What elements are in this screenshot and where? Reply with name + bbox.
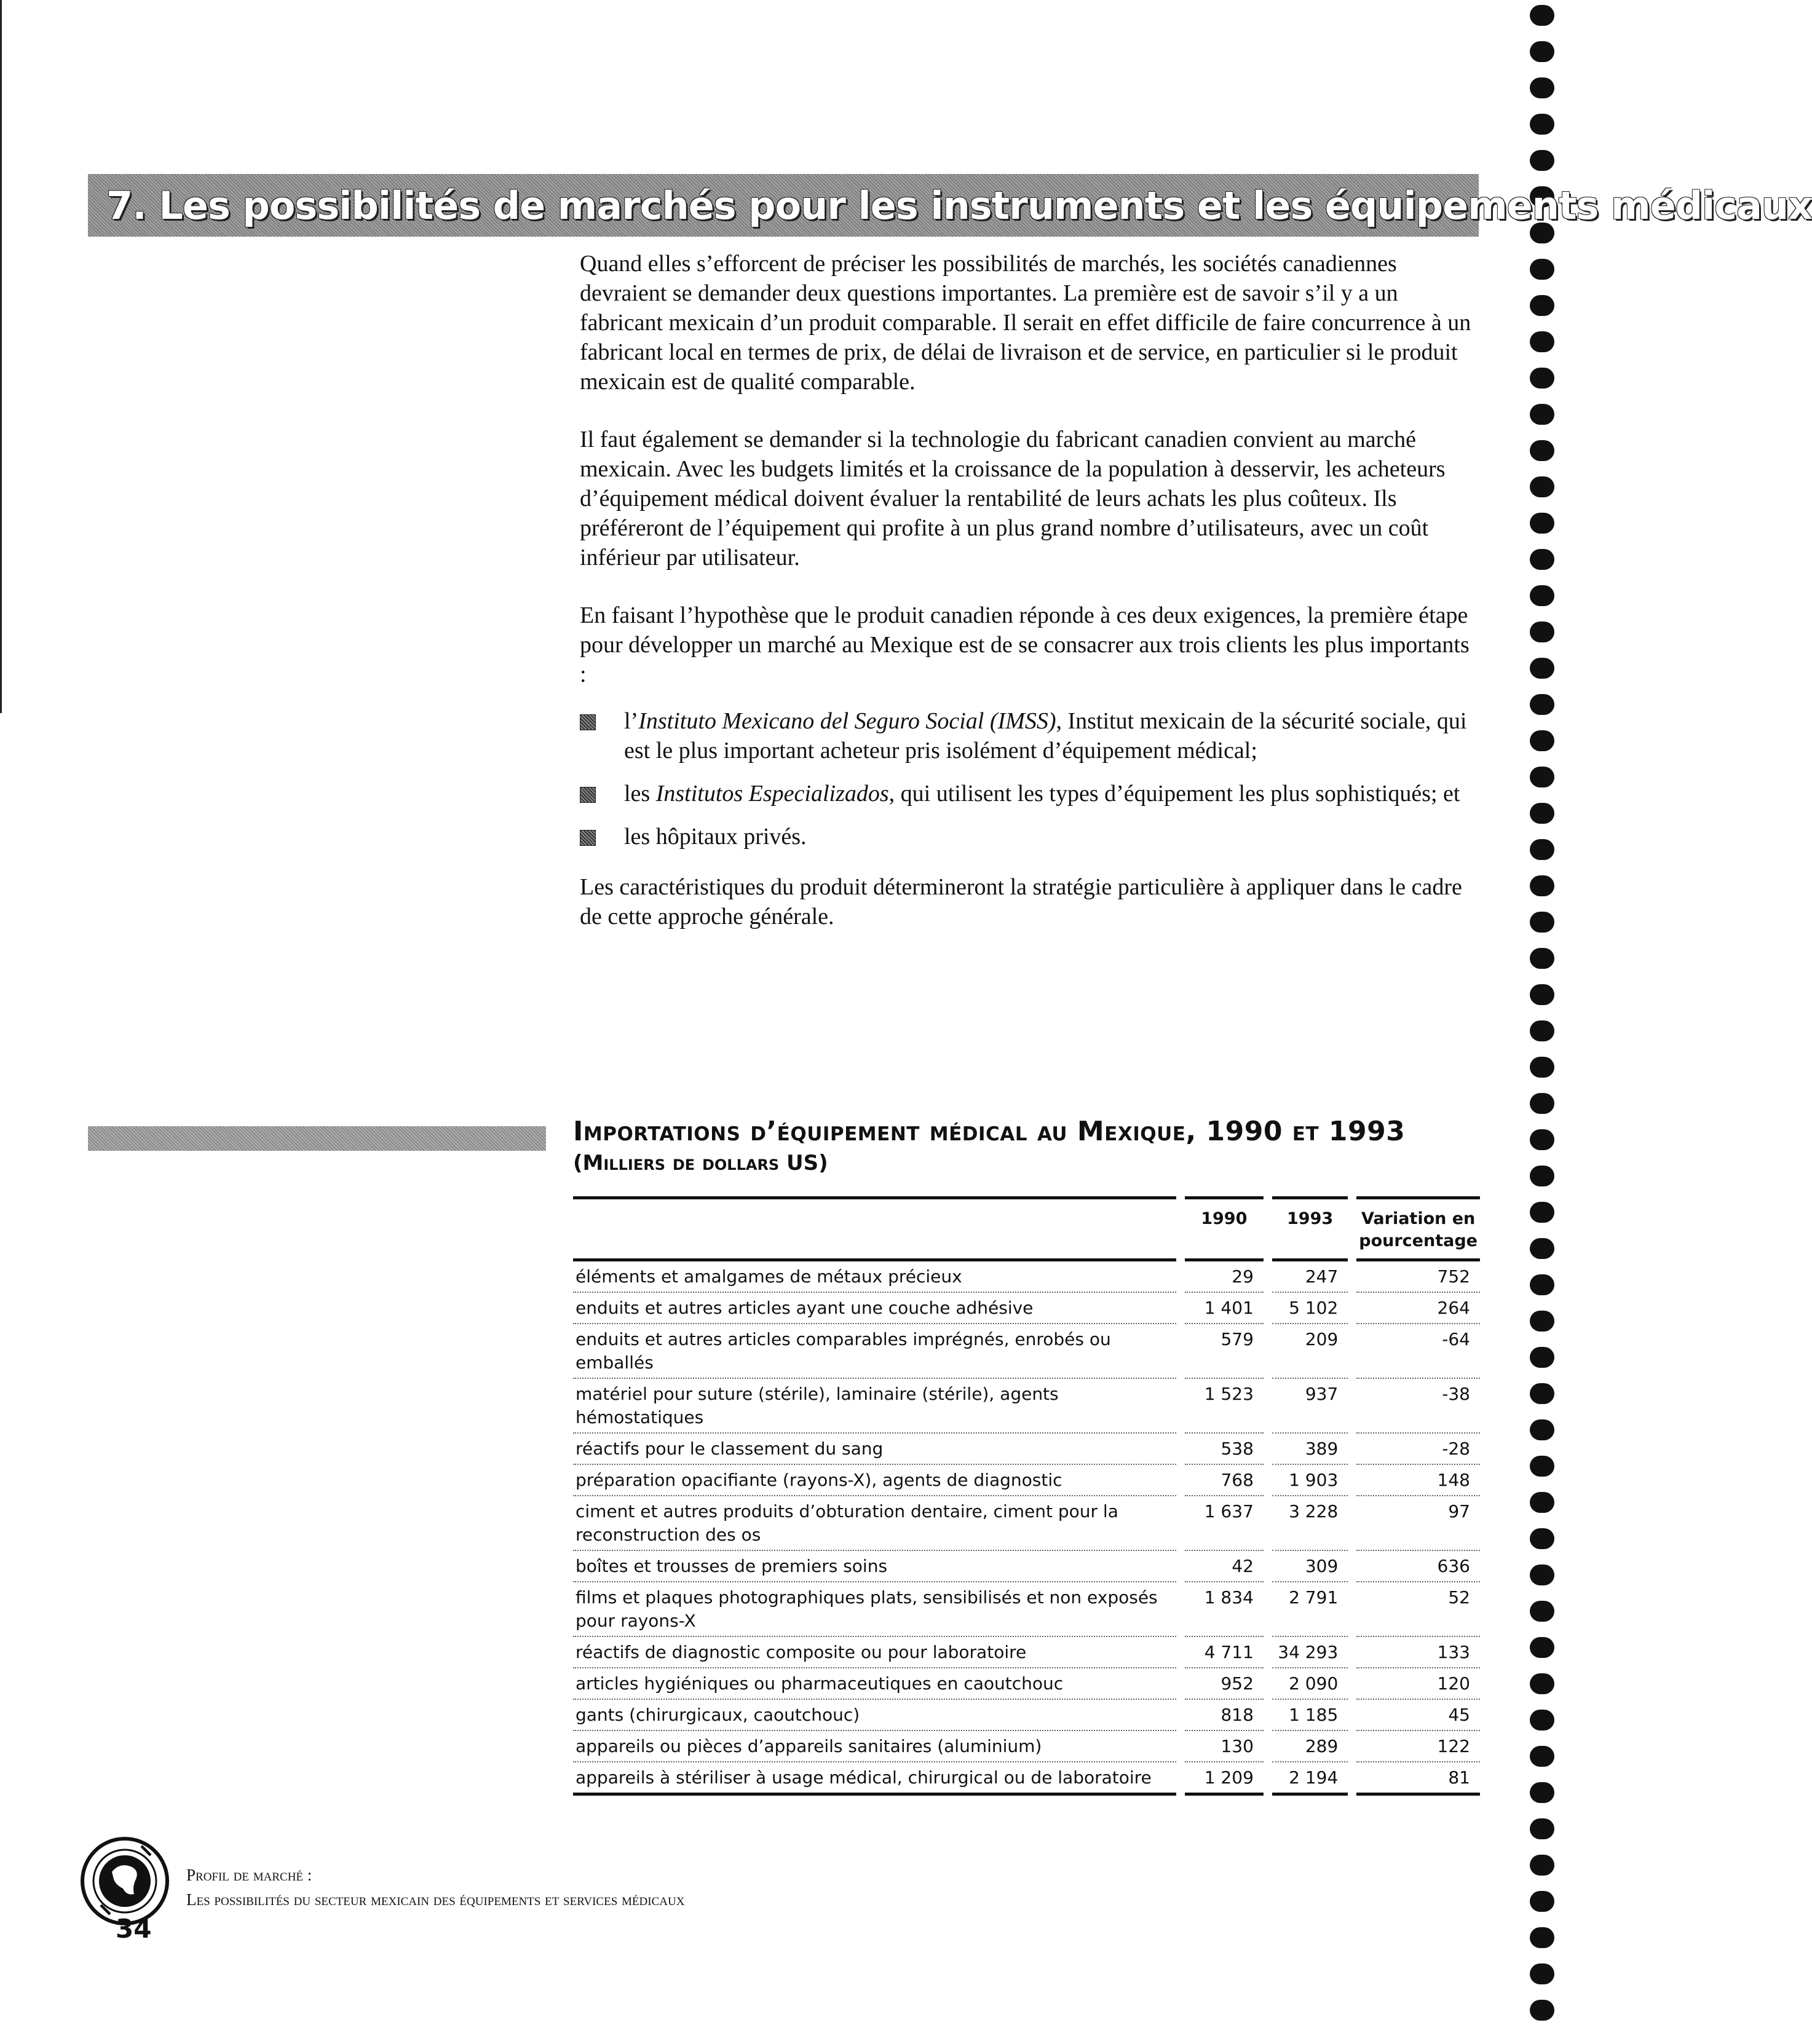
table-row xyxy=(573,1464,1480,1495)
binding-hole-icon xyxy=(1530,1347,1554,1368)
page-edge-rule xyxy=(0,0,2,713)
table-row xyxy=(573,1636,1480,1667)
cell-item: ciment et autres produits d’obturation dentaire, ciment pour la reconstruction des os xyxy=(573,1495,1176,1550)
cell-1990: 1 834 xyxy=(1185,1581,1264,1636)
cell-variation: 81 xyxy=(1356,1761,1480,1796)
list-item xyxy=(580,779,1478,808)
cell-item: gants (chirurgicaux, caoutchouc) xyxy=(573,1699,1176,1730)
cell-1993: 209 xyxy=(1272,1323,1348,1378)
binding-hole-icon xyxy=(1530,549,1554,570)
bullet-post: , qui utilisent les types d’équipement les plus sophistiqués; et xyxy=(888,781,1460,807)
binding-hole-icon xyxy=(1530,1274,1554,1295)
table-header-row xyxy=(573,1196,1480,1258)
binding-hole-icon xyxy=(1530,585,1554,606)
binding-hole-icon xyxy=(1530,1166,1554,1186)
binding-hole-icon xyxy=(1530,513,1554,534)
cell-variation: -38 xyxy=(1356,1378,1480,1432)
column-header-item xyxy=(573,1196,1176,1258)
cell-item: articles hygiéniques ou pharmaceutiques en caoutchouc xyxy=(573,1667,1176,1699)
binding-hole-icon xyxy=(1530,1419,1554,1440)
cell-1990: 29 xyxy=(1185,1258,1264,1292)
binding-hole-icon xyxy=(1530,368,1554,389)
binding-hole-icon xyxy=(1530,1528,1554,1549)
cell-1993: 247 xyxy=(1272,1258,1348,1292)
cell-1993: 289 xyxy=(1272,1730,1348,1761)
cell-1990: 579 xyxy=(1185,1323,1264,1378)
square-bullet-icon xyxy=(580,714,596,730)
table-body xyxy=(573,1258,1480,1796)
body-text xyxy=(580,249,1478,960)
table-row xyxy=(573,1699,1480,1730)
binding-hole-icon xyxy=(1530,1782,1554,1803)
cell-item: préparation opacifiante (rayons-X), agents de diagnostic xyxy=(573,1464,1176,1495)
footer-profile-label: Profil de marché : xyxy=(186,1866,312,1884)
binding-hole-icon xyxy=(1530,1601,1554,1622)
cell-1993: 2 090 xyxy=(1272,1667,1348,1699)
list-item xyxy=(580,822,1478,851)
binding-hole-icon xyxy=(1530,1855,1554,1876)
binding-hole-icon xyxy=(1530,730,1554,751)
cell-variation: -64 xyxy=(1356,1323,1480,1378)
cell-variation: 122 xyxy=(1356,1730,1480,1761)
binding-hole-icon xyxy=(1530,476,1554,497)
cell-variation: 97 xyxy=(1356,1495,1480,1550)
binding-hole-icon xyxy=(1530,150,1554,171)
footer-publication-title: Les possibilités du secteur mexicain des équipements et services médicaux xyxy=(186,1890,685,1909)
binding-hole-icon xyxy=(1530,404,1554,425)
table-subtitle: (Milliers de dollars US) xyxy=(573,1151,828,1175)
page-number: 34 xyxy=(116,1914,152,1944)
square-bullet-icon xyxy=(580,830,596,846)
bullet-post: , Institut mexicain de la sécurité sociale, qui est le plus important acheteur pris isolément d’équipement médical; xyxy=(624,708,1467,764)
bullet-pre: les hôpitaux privés. xyxy=(624,824,807,850)
table-row xyxy=(573,1495,1480,1550)
cell-1993: 5 102 xyxy=(1272,1292,1348,1323)
bullet-italic: Instituto Mexicano del Seguro Social (IMSS) xyxy=(638,708,1056,734)
cell-1993: 1 903 xyxy=(1272,1464,1348,1495)
cell-1990: 42 xyxy=(1185,1550,1264,1581)
binding-hole-icon xyxy=(1530,1673,1554,1694)
table-row xyxy=(573,1550,1480,1581)
cell-item: boîtes et trousses de premiers soins xyxy=(573,1550,1176,1581)
table-row xyxy=(573,1667,1480,1699)
cell-1993: 389 xyxy=(1272,1432,1348,1464)
binding-hole-icon xyxy=(1530,912,1554,933)
cell-variation: 45 xyxy=(1356,1699,1480,1730)
binding-hole-icon xyxy=(1530,1710,1554,1730)
cell-1990: 4 711 xyxy=(1185,1636,1264,1667)
column-header-variation: Variation en pourcentage xyxy=(1356,1196,1480,1258)
binding-hole-icon xyxy=(1530,1093,1554,1114)
closing-paragraph: Les caractéristiques du produit détermineront la stratégie particulière à appliquer dans le cadre de cette approche générale. xyxy=(580,874,1462,929)
binding-hole-icon xyxy=(1530,767,1554,787)
paragraph: Il faut également se demander si la technologie du fabricant canadien convient au marché mexicain. Avec les budgets limités et la croissance de la population à desservir, les acheteurs d’équipement médical doivent évaluer la rentabilité de leurs achats les plus coûteux. Ils préféreront de l’équipement qui profite à un plus grand nombre d’utilisateurs, avec un coût inférieur par utilisateur. xyxy=(580,427,1446,570)
cell-1993: 1 185 xyxy=(1272,1699,1348,1730)
binding-hole-icon xyxy=(1530,1818,1554,1839)
cell-1990: 768 xyxy=(1185,1464,1264,1495)
binding-hole-icon xyxy=(1530,948,1554,969)
binding-hole-icon xyxy=(1530,621,1554,642)
cell-1993: 34 293 xyxy=(1272,1636,1348,1667)
binding-hole-icon xyxy=(1530,694,1554,715)
imports-table-block xyxy=(573,1116,1480,1796)
binding-hole-icon xyxy=(1530,114,1554,135)
binding-hole-icon xyxy=(1530,1129,1554,1150)
binding-hole-icon xyxy=(1530,5,1554,26)
cell-1990: 818 xyxy=(1185,1699,1264,1730)
cell-variation: 52 xyxy=(1356,1581,1480,1636)
binding-hole-icon xyxy=(1530,331,1554,352)
imports-table xyxy=(564,1196,1489,1796)
binding-hole-icon xyxy=(1530,295,1554,316)
column-header-1990: 1990 xyxy=(1185,1196,1264,1258)
binding-hole-icon xyxy=(1530,984,1554,1005)
binding-hole-icon xyxy=(1530,1492,1554,1513)
cell-variation: 264 xyxy=(1356,1292,1480,1323)
table-row xyxy=(573,1432,1480,1464)
table-row xyxy=(573,1378,1480,1432)
cell-variation: 133 xyxy=(1356,1636,1480,1667)
binding-hole-icon xyxy=(1530,1311,1554,1332)
cell-item: réactifs pour le classement du sang xyxy=(573,1432,1176,1464)
cell-item: matériel pour suture (stérile), laminaire (stérile), agents hémostatiques xyxy=(573,1378,1176,1432)
table-row xyxy=(573,1761,1480,1796)
paragraph: En faisant l’hypothèse que le produit canadien réponde à ces deux exigences, la première étape pour développer un marché au Mexique est de se consacrer aux trois clients les plus importants : xyxy=(580,602,1470,687)
cell-1990: 1 401 xyxy=(1185,1292,1264,1323)
table-row xyxy=(573,1730,1480,1761)
cell-1993: 937 xyxy=(1272,1378,1348,1432)
cell-1990: 130 xyxy=(1185,1730,1264,1761)
client-list xyxy=(580,706,1478,851)
binding-hole-icon xyxy=(1530,440,1554,461)
table-row xyxy=(573,1258,1480,1292)
cell-item: enduits et autres articles comparables imprégnés, enrobés ou emballés xyxy=(573,1323,1176,1378)
cell-1990: 1 523 xyxy=(1185,1378,1264,1432)
binding-hole-icon xyxy=(1530,41,1554,62)
binding-hole-icon xyxy=(1530,77,1554,98)
cell-variation: 636 xyxy=(1356,1550,1480,1581)
page-footer xyxy=(79,1835,1001,1952)
binding-hole-icon xyxy=(1530,1456,1554,1477)
binding-hole-icon xyxy=(1530,1020,1554,1041)
cell-item: réactifs de diagnostic composite ou pour laboratoire xyxy=(573,1636,1176,1667)
binding-hole-icon xyxy=(1530,1746,1554,1767)
cell-1990: 538 xyxy=(1185,1432,1264,1464)
bullet-pre: les xyxy=(624,781,656,807)
binding-hole-icon xyxy=(1530,2000,1554,2021)
binding-hole-icon xyxy=(1530,803,1554,824)
section-title: 7. Les possibilités de marchés pour les instruments et les équipements médicaux xyxy=(106,183,1812,228)
binding-hole-icon xyxy=(1530,1637,1554,1658)
cell-item: appareils à stériliser à usage médical, chirurgical ou de laboratoire xyxy=(573,1761,1176,1796)
cell-variation: -28 xyxy=(1356,1432,1480,1464)
binding-hole-icon xyxy=(1530,1927,1554,1948)
binding-hole-icon xyxy=(1530,1963,1554,1984)
cell-item: appareils ou pièces d’appareils sanitaires (aluminium) xyxy=(573,1730,1176,1761)
cell-variation: 752 xyxy=(1356,1258,1480,1292)
square-bullet-icon xyxy=(580,787,596,803)
paragraph: Quand elles s’efforcent de préciser les possibilités de marchés, les sociétés canadiennes devraient se demander deux questions importantes. La première est de savoir s’il y a un fabricant mexicain d’un produit comparable. Il serait en effet difficile de faire concurrence à un fabricant local en termes de prix, de délai de livraison et de service, en particulier si le produit mexicain est de qualité comparable. xyxy=(580,251,1471,395)
binding-holes xyxy=(1530,0,1557,2044)
binding-hole-icon xyxy=(1530,1202,1554,1223)
table-title: Importations d’équipement médical au Mexique, 1990 et 1993 xyxy=(573,1116,1406,1147)
binding-hole-icon xyxy=(1530,1565,1554,1585)
binding-hole-icon xyxy=(1530,1383,1554,1404)
cell-1993: 3 228 xyxy=(1272,1495,1348,1550)
binding-hole-icon xyxy=(1530,875,1554,896)
bullet-pre: l’ xyxy=(624,708,639,734)
cell-1993: 2 194 xyxy=(1272,1761,1348,1796)
binding-hole-icon xyxy=(1530,1238,1554,1259)
cell-1990: 1 637 xyxy=(1185,1495,1264,1550)
cell-1993: 309 xyxy=(1272,1550,1348,1581)
column-header-1993: 1993 xyxy=(1272,1196,1348,1258)
table-row xyxy=(573,1292,1480,1323)
cell-1990: 1 209 xyxy=(1185,1761,1264,1796)
list-item xyxy=(580,706,1478,765)
binding-hole-icon xyxy=(1530,658,1554,679)
section-banner xyxy=(88,174,1812,237)
decorative-side-bar xyxy=(88,1126,546,1151)
bullet-italic: Institutos Especializados xyxy=(655,781,889,807)
binding-hole-icon xyxy=(1530,1891,1554,1912)
binding-hole-icon xyxy=(1530,259,1554,280)
binding-hole-icon xyxy=(1530,1057,1554,1078)
cell-variation: 120 xyxy=(1356,1667,1480,1699)
cell-1993: 2 791 xyxy=(1272,1581,1348,1636)
cell-item: films et plaques photographiques plats, sensibilisés et non exposés pour rayons-X xyxy=(573,1581,1176,1636)
cell-item: éléments et amalgames de métaux précieux xyxy=(573,1258,1176,1292)
cell-item: enduits et autres articles ayant une couche adhésive xyxy=(573,1292,1176,1323)
cell-1990: 952 xyxy=(1185,1667,1264,1699)
binding-hole-icon xyxy=(1530,839,1554,860)
table-row xyxy=(573,1323,1480,1378)
table-row xyxy=(573,1581,1480,1636)
cell-variation: 148 xyxy=(1356,1464,1480,1495)
